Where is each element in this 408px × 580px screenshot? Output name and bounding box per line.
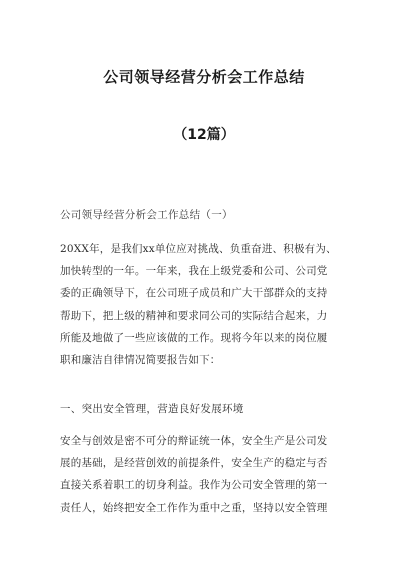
subsection-heading: 一、突出安全管理，营造良好发展环境 [60, 403, 244, 415]
paragraph-line: 责任人，始终把安全工作作为重中之重，坚持以安全管理 [60, 501, 328, 514]
paragraph-2 [60, 430, 350, 519]
paragraph-line: 帮助下，把上级的精神和要求同公司的实际结合起来，力 [60, 309, 328, 322]
paragraph-line: 加快转型的一年。一年来，我在上级党委和公司、公司党 [60, 265, 328, 278]
paragraph-line: 委的正确领导下，在公司班子成员和广大干部群众的支持 [60, 287, 328, 300]
paragraph-line: 直接关系着职工的切身利益。我作为公司安全管理的第一 [60, 479, 328, 492]
paragraph-line: 展的基础，是经营创效的前提条件，安全生产的稳定与否 [60, 457, 328, 470]
paragraph-1 [60, 238, 350, 371]
document-subtitle: （12篇） [173, 127, 235, 143]
document-title: 公司领导经营分析会工作总结 [103, 68, 305, 86]
paragraph-line: 所能及地做了一些应该做的工作。现将今年以来的岗位履 [60, 331, 328, 344]
section-heading: 公司领导经营分析会工作总结（一） [60, 209, 233, 221]
paragraph-line: 职和廉洁自律情况简要报告如下： [60, 354, 221, 367]
paragraph-line: 20XX年，是我们xx单位应对挑战、负重奋进、积极有为、 [60, 243, 337, 255]
paragraph-line: 安全与创效是密不可分的辩证统一体，安全生产是公司发 [60, 435, 328, 447]
